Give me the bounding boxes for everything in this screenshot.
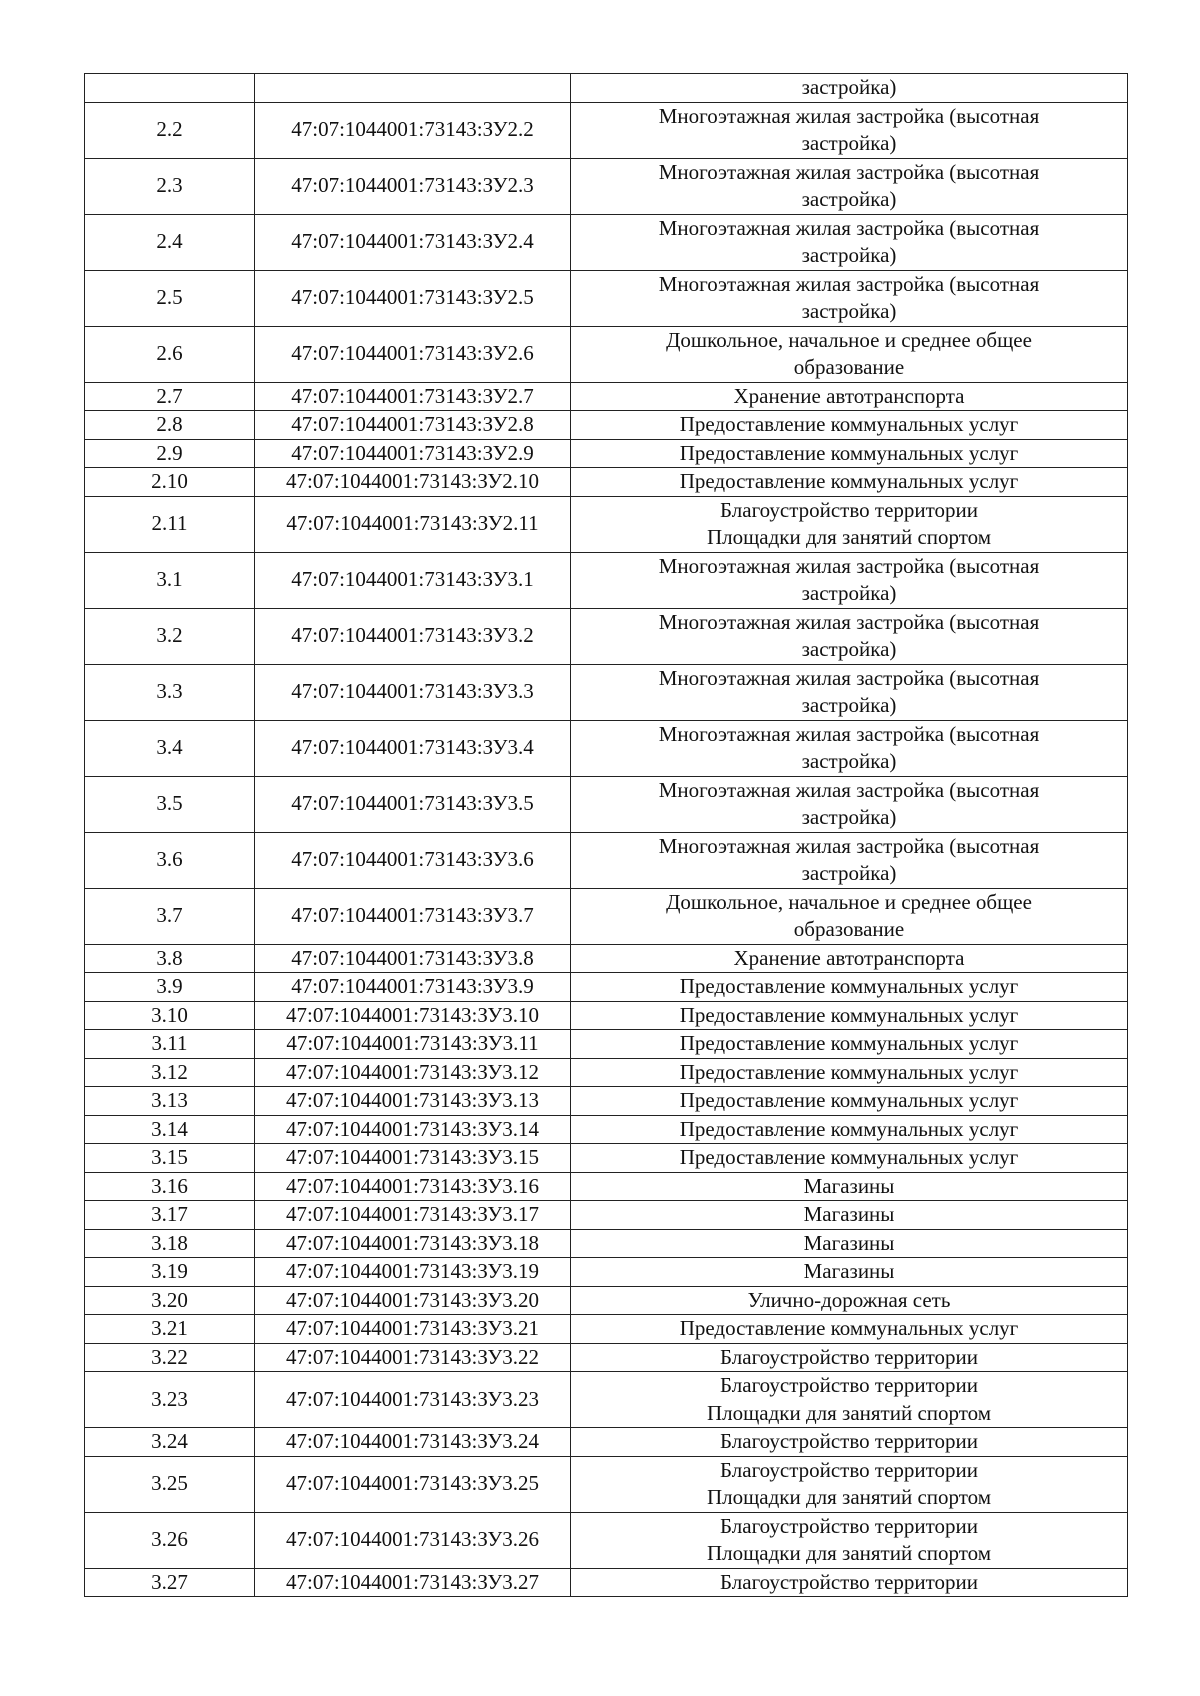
permitted-use-cell: Магазины (571, 1172, 1128, 1201)
table-row (85, 1568, 1128, 1597)
table-row (85, 1058, 1128, 1087)
permitted-use-cell: Хранение автотранспорта (571, 382, 1128, 411)
cadastral-number-cell: 47:07:1044001:73143:ЗУ2.8 (255, 411, 571, 440)
row-number-cell: 3.27 (85, 1568, 255, 1597)
permitted-use-cell: Дошкольное, начальное и среднее общее образование (571, 888, 1128, 944)
cadastral-number-cell: 47:07:1044001:73143:ЗУ3.3 (255, 664, 571, 720)
table-row (85, 944, 1128, 973)
cadastral-number-cell: 47:07:1044001:73143:ЗУ3.16 (255, 1172, 571, 1201)
table-row (85, 102, 1128, 158)
permitted-use-cell: Предоставление коммунальных услуг (571, 468, 1128, 497)
table-row (85, 1315, 1128, 1344)
table-row (85, 973, 1128, 1002)
table-row (85, 439, 1128, 468)
table-row (85, 1512, 1128, 1568)
table-row (85, 1115, 1128, 1144)
cadastral-number-cell: 47:07:1044001:73143:ЗУ3.22 (255, 1343, 571, 1372)
permitted-use-cell: Благоустройство территории (571, 1428, 1128, 1457)
permitted-use-cell: Многоэтажная жилая застройка (высотная застройка) (571, 214, 1128, 270)
permitted-use-cell: Магазины (571, 1201, 1128, 1230)
permitted-use-cell: Многоэтажная жилая застройка (высотная застройка) (571, 158, 1128, 214)
permitted-use-cell: Благоустройство территории (571, 1568, 1128, 1597)
cadastral-number-cell: 47:07:1044001:73143:ЗУ3.10 (255, 1001, 571, 1030)
cadastral-number-cell: 47:07:1044001:73143:ЗУ2.5 (255, 270, 571, 326)
cadastral-number-cell: 47:07:1044001:73143:ЗУ3.26 (255, 1512, 571, 1568)
row-number-cell: 2.5 (85, 270, 255, 326)
table-row (85, 1456, 1128, 1512)
table-row (85, 74, 1128, 103)
row-number-cell: 3.4 (85, 720, 255, 776)
permitted-use-cell: Многоэтажная жилая застройка (высотная застройка) (571, 664, 1128, 720)
table-row (85, 1258, 1128, 1287)
row-number-cell: 2.9 (85, 439, 255, 468)
table-row (85, 1030, 1128, 1059)
permitted-use-cell: застройка) (571, 74, 1128, 103)
row-number-cell: 2.7 (85, 382, 255, 411)
cadastral-number-cell: 47:07:1044001:73143:ЗУ3.14 (255, 1115, 571, 1144)
permitted-use-cell: Магазины (571, 1229, 1128, 1258)
permitted-use-cell: Многоэтажная жилая застройка (высотная застройка) (571, 832, 1128, 888)
table-row (85, 608, 1128, 664)
permitted-use-cell: Благоустройство территории Площадки для занятий спортом (571, 1456, 1128, 1512)
table-row (85, 888, 1128, 944)
permitted-use-cell: Многоэтажная жилая застройка (высотная застройка) (571, 608, 1128, 664)
cadastral-number-cell: 47:07:1044001:73143:ЗУ3.17 (255, 1201, 571, 1230)
row-number-cell: 3.13 (85, 1087, 255, 1116)
cadastral-number-cell: 47:07:1044001:73143:ЗУ3.8 (255, 944, 571, 973)
table-row (85, 832, 1128, 888)
row-number-cell: 3.24 (85, 1428, 255, 1457)
row-number-cell: 3.1 (85, 552, 255, 608)
row-number-cell: 3.26 (85, 1512, 255, 1568)
table-row (85, 411, 1128, 440)
cadastral-number-cell: 47:07:1044001:73143:ЗУ3.19 (255, 1258, 571, 1287)
table-row (85, 552, 1128, 608)
row-number-cell: 3.8 (85, 944, 255, 973)
permitted-use-cell: Многоэтажная жилая застройка (высотная застройка) (571, 720, 1128, 776)
permitted-use-cell: Предоставление коммунальных услуг (571, 1087, 1128, 1116)
cadastral-number-cell: 47:07:1044001:73143:ЗУ3.15 (255, 1144, 571, 1173)
permitted-use-cell: Многоэтажная жилая застройка (высотная застройка) (571, 270, 1128, 326)
row-number-cell: 2.4 (85, 214, 255, 270)
row-number-cell: 3.16 (85, 1172, 255, 1201)
permitted-use-cell: Магазины (571, 1258, 1128, 1287)
permitted-use-cell: Благоустройство территории Площадки для занятий спортом (571, 1512, 1128, 1568)
row-number-cell: 3.17 (85, 1201, 255, 1230)
permitted-use-cell: Предоставление коммунальных услуг (571, 1030, 1128, 1059)
cadastral-number-cell: 47:07:1044001:73143:ЗУ3.9 (255, 973, 571, 1002)
land-parcels-table (84, 73, 1128, 1597)
row-number-cell: 3.18 (85, 1229, 255, 1258)
cadastral-number-cell: 47:07:1044001:73143:ЗУ2.7 (255, 382, 571, 411)
table-row (85, 496, 1128, 552)
permitted-use-cell: Многоэтажная жилая застройка (высотная застройка) (571, 776, 1128, 832)
row-number-cell: 2.6 (85, 326, 255, 382)
table-row (85, 1172, 1128, 1201)
permitted-use-cell: Предоставление коммунальных услуг (571, 973, 1128, 1002)
cadastral-number-cell: 47:07:1044001:73143:ЗУ2.2 (255, 102, 571, 158)
cadastral-number-cell: 47:07:1044001:73143:ЗУ3.6 (255, 832, 571, 888)
cadastral-number-cell: 47:07:1044001:73143:ЗУ3.24 (255, 1428, 571, 1457)
row-number-cell (85, 74, 255, 103)
row-number-cell: 2.10 (85, 468, 255, 497)
permitted-use-cell: Дошкольное, начальное и среднее общее образование (571, 326, 1128, 382)
permitted-use-cell: Предоставление коммунальных услуг (571, 1115, 1128, 1144)
table-row (85, 1001, 1128, 1030)
cadastral-number-cell: 47:07:1044001:73143:ЗУ3.21 (255, 1315, 571, 1344)
cadastral-number-cell: 47:07:1044001:73143:ЗУ2.3 (255, 158, 571, 214)
row-number-cell: 2.8 (85, 411, 255, 440)
row-number-cell: 3.5 (85, 776, 255, 832)
permitted-use-cell: Предоставление коммунальных услуг (571, 1001, 1128, 1030)
row-number-cell: 2.3 (85, 158, 255, 214)
table-row (85, 1144, 1128, 1173)
row-number-cell: 3.9 (85, 973, 255, 1002)
cadastral-number-cell: 47:07:1044001:73143:ЗУ3.25 (255, 1456, 571, 1512)
permitted-use-cell: Многоэтажная жилая застройка (высотная застройка) (571, 102, 1128, 158)
row-number-cell: 3.14 (85, 1115, 255, 1144)
cadastral-number-cell: 47:07:1044001:73143:ЗУ3.5 (255, 776, 571, 832)
cadastral-number-cell: 47:07:1044001:73143:ЗУ3.7 (255, 888, 571, 944)
permitted-use-cell: Предоставление коммунальных услуг (571, 439, 1128, 468)
table-row (85, 1201, 1128, 1230)
table-row (85, 664, 1128, 720)
row-number-cell: 3.7 (85, 888, 255, 944)
table-row (85, 1372, 1128, 1428)
table-row (85, 270, 1128, 326)
table-row (85, 1343, 1128, 1372)
cadastral-number-cell: 47:07:1044001:73143:ЗУ2.6 (255, 326, 571, 382)
cadastral-number-cell: 47:07:1044001:73143:ЗУ3.11 (255, 1030, 571, 1059)
table-row (85, 468, 1128, 497)
cadastral-number-cell: 47:07:1044001:73143:ЗУ3.20 (255, 1286, 571, 1315)
row-number-cell: 3.6 (85, 832, 255, 888)
cadastral-number-cell: 47:07:1044001:73143:ЗУ3.27 (255, 1568, 571, 1597)
table-row (85, 326, 1128, 382)
table-row (85, 1087, 1128, 1116)
row-number-cell: 2.11 (85, 496, 255, 552)
permitted-use-cell: Многоэтажная жилая застройка (высотная застройка) (571, 552, 1128, 608)
permitted-use-cell: Благоустройство территории Площадки для занятий спортом (571, 1372, 1128, 1428)
cadastral-number-cell: 47:07:1044001:73143:ЗУ2.4 (255, 214, 571, 270)
permitted-use-cell: Благоустройство территории Площадки для занятий спортом (571, 496, 1128, 552)
row-number-cell: 3.23 (85, 1372, 255, 1428)
cadastral-number-cell: 47:07:1044001:73143:ЗУ2.10 (255, 468, 571, 497)
row-number-cell: 3.25 (85, 1456, 255, 1512)
row-number-cell: 3.15 (85, 1144, 255, 1173)
table-row (85, 158, 1128, 214)
row-number-cell: 3.20 (85, 1286, 255, 1315)
table-row (85, 720, 1128, 776)
permitted-use-cell: Хранение автотранспорта (571, 944, 1128, 973)
row-number-cell: 3.10 (85, 1001, 255, 1030)
cadastral-number-cell (255, 74, 571, 103)
cadastral-number-cell: 47:07:1044001:73143:ЗУ3.2 (255, 608, 571, 664)
cadastral-number-cell: 47:07:1044001:73143:ЗУ3.4 (255, 720, 571, 776)
table-row (85, 776, 1128, 832)
table-row (85, 1286, 1128, 1315)
row-number-cell: 3.3 (85, 664, 255, 720)
cadastral-number-cell: 47:07:1044001:73143:ЗУ2.11 (255, 496, 571, 552)
cadastral-number-cell: 47:07:1044001:73143:ЗУ3.1 (255, 552, 571, 608)
permitted-use-cell: Предоставление коммунальных услуг (571, 1315, 1128, 1344)
permitted-use-cell: Предоставление коммунальных услуг (571, 1144, 1128, 1173)
table-row (85, 214, 1128, 270)
row-number-cell: 3.22 (85, 1343, 255, 1372)
row-number-cell: 3.2 (85, 608, 255, 664)
cadastral-number-cell: 47:07:1044001:73143:ЗУ3.12 (255, 1058, 571, 1087)
row-number-cell: 2.2 (85, 102, 255, 158)
table-row (85, 382, 1128, 411)
permitted-use-cell: Предоставление коммунальных услуг (571, 1058, 1128, 1087)
cadastral-number-cell: 47:07:1044001:73143:ЗУ3.13 (255, 1087, 571, 1116)
land-parcels-table-body (85, 74, 1128, 1597)
permitted-use-cell: Улично-дорожная сеть (571, 1286, 1128, 1315)
cadastral-number-cell: 47:07:1044001:73143:ЗУ3.18 (255, 1229, 571, 1258)
row-number-cell: 3.12 (85, 1058, 255, 1087)
table-row (85, 1229, 1128, 1258)
table-row (85, 1428, 1128, 1457)
row-number-cell: 3.21 (85, 1315, 255, 1344)
cadastral-number-cell: 47:07:1044001:73143:ЗУ2.9 (255, 439, 571, 468)
row-number-cell: 3.19 (85, 1258, 255, 1287)
row-number-cell: 3.11 (85, 1030, 255, 1059)
permitted-use-cell: Благоустройство территории (571, 1343, 1128, 1372)
permitted-use-cell: Предоставление коммунальных услуг (571, 411, 1128, 440)
cadastral-number-cell: 47:07:1044001:73143:ЗУ3.23 (255, 1372, 571, 1428)
